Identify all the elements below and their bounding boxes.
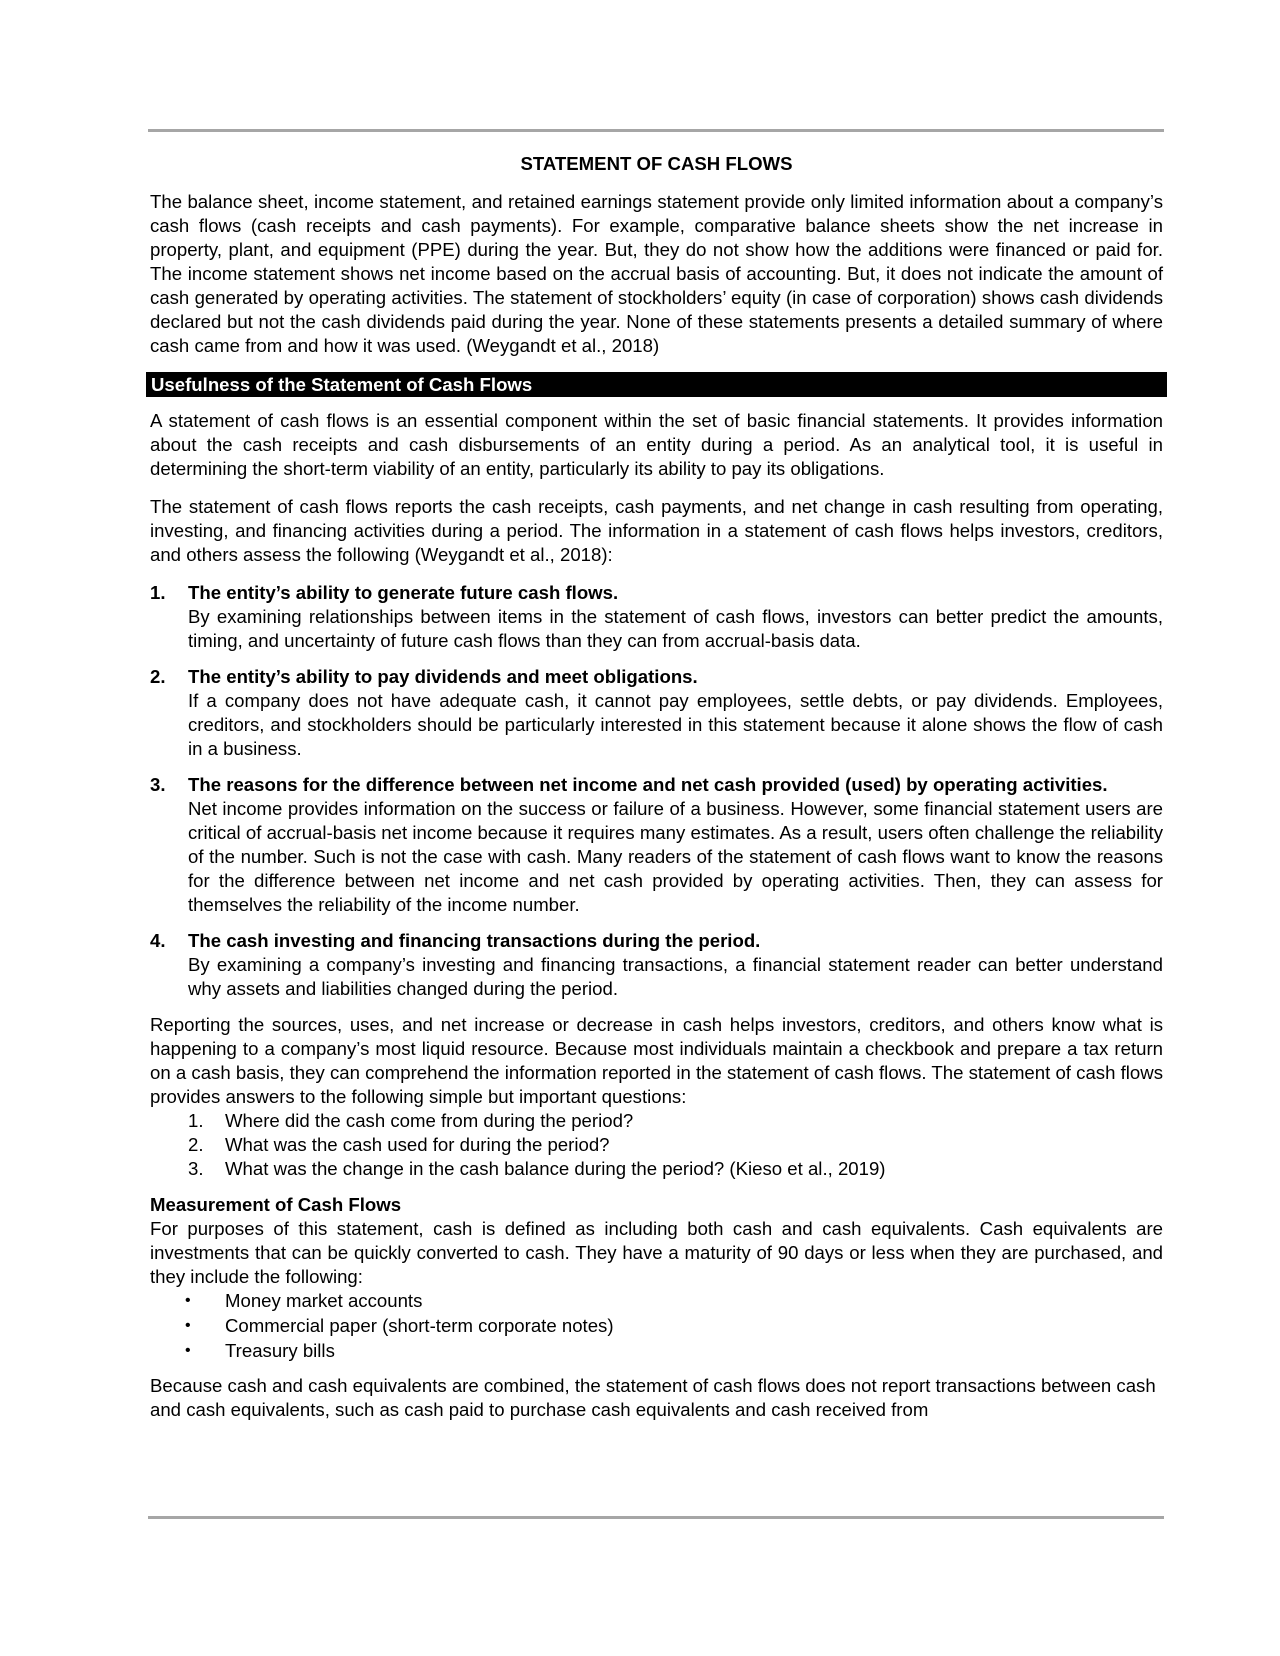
document-body [150, 150, 1163, 1422]
bullet-icon: • [185, 1292, 191, 1309]
section-heading-usefulness: Usefulness of the Statement of Cash Flows [146, 372, 1167, 397]
list-item-number: 1. [150, 582, 166, 603]
list-item-number: 4. [150, 930, 166, 951]
measurement-paragraph-1: For purposes of this statement, cash is defined as including both cash and cash equivalents. Cash equivalents are investments that can be quickly converted to cash. They have a maturity of 90 days or less when they are purchased, and they include the following: [150, 1218, 1163, 1287]
question-text: Where did the cash come from during the period? [225, 1110, 634, 1131]
list-item-heading: The cash investing and financing transactions during the period. [188, 930, 761, 951]
list-item-heading: The reasons for the difference between net income and net cash provided (used) by operating activities. [188, 774, 1108, 795]
usefulness-paragraph-2: The statement of cash flows reports the cash receipts, cash payments, and net change in cash resulting from operating, investing, and financing activities during a period. The information in a statement of cash flows helps investors, creditors, and others assess the following (Weygandt et al., 2018): [150, 496, 1163, 565]
list-item [150, 929, 1163, 1001]
list-item [150, 1133, 1163, 1157]
bullet-icon: • [185, 1317, 191, 1334]
assessment-list [150, 581, 1163, 1001]
cash-equivalents-list [150, 1289, 1163, 1364]
bottom-rule [148, 1516, 1164, 1519]
list-item-body: Net income provides information on the success or failure of a business. However, some financial statement users are critical of accrual-basis net income because it requires many estimates. As a result, users often challenge the reliability of the number. Such is not the case with cash. Many readers of the statement of cash flows want to know the reasons for the difference between net income and net cash provided by operating activities. Then, they can assess for themselves the reliability of the income number. [188, 798, 1163, 915]
list-item [150, 581, 1163, 653]
list-item [150, 773, 1163, 917]
list-item-body: If a company does not have adequate cash, it cannot pay employees, settle debts, or pay dividends. Employees, creditors, and stockholders should be particularly interested in this statement because it alone shows the flow of cash in a business. [188, 690, 1163, 759]
list-item [150, 1339, 1163, 1364]
section-heading-measurement: Measurement of Cash Flows [150, 1194, 402, 1215]
list-item [150, 1289, 1163, 1314]
page-title: STATEMENT OF CASH FLOWS [520, 153, 793, 174]
intro-paragraph: The balance sheet, income statement, and retained earnings statement provide only limited information about a company’s cash flows (cash receipts and cash payments). For example, comparative balance sheets show the net increase in property, plant, and equipment (PPE) during the year. But, they do not show how the additions were financed or paid for. The income statement shows net income based on the accrual basis of accounting. But, it does not indicate the amount of cash generated by operating activities. The statement of stockholders’ equity (in case of corporation) shows cash dividends declared but not the cash dividends paid during the year. None of these statements presents a detailed summary of where cash came from and how it was used. (Weygandt et al., 2018) [150, 191, 1163, 356]
usefulness-paragraph-3: Reporting the sources, uses, and net increase or decrease in cash helps investors, creditors, and others know what is happening to a company’s most liquid resource. Because most individuals maintain a checkbook and prepare a tax return on a cash basis, they can comprehend the information reported in the statement of cash flows. The statement of cash flows provides answers to the following simple but important questions: [150, 1014, 1163, 1107]
list-item-body: By examining relationships between items in the statement of cash flows, investors can better predict the amounts, timing, and uncertainty of future cash flows than they can from accrual-basis data. [188, 606, 1163, 651]
measurement-paragraph-2: Because cash and cash equivalents are combined, the statement of cash flows does not report transactions between cash and cash equivalents, such as cash paid to purchase cash equivalents and cash received from [150, 1375, 1156, 1420]
list-item-heading: The entity’s ability to generate future cash flows. [188, 582, 619, 603]
question-number: 3. [188, 1158, 204, 1179]
list-item [150, 1314, 1163, 1339]
bullet-text: Money market accounts [225, 1290, 423, 1311]
question-number: 2. [188, 1134, 204, 1155]
list-item-number: 3. [150, 774, 166, 795]
bullet-icon: • [185, 1342, 191, 1359]
question-text: What was the change in the cash balance during the period? (Kieso et al., 2019) [225, 1158, 886, 1179]
bullet-text: Treasury bills [225, 1340, 335, 1361]
questions-list [150, 1109, 1163, 1181]
list-item-heading: The entity’s ability to pay dividends and meet obligations. [188, 666, 698, 687]
list-item [150, 1109, 1163, 1133]
question-text: What was the cash used for during the period? [225, 1134, 610, 1155]
usefulness-paragraph-1: A statement of cash flows is an essential component within the set of basic financial statements. It provides information about the cash receipts and cash disbursements of an entity during a period. As an analytical tool, it is useful in determining the short-term viability of an entity, particularly its ability to pay its obligations. [150, 410, 1163, 479]
list-item [150, 1157, 1163, 1181]
list-item [150, 665, 1163, 761]
top-rule [148, 129, 1164, 132]
bullet-text: Commercial paper (short-term corporate notes) [225, 1315, 614, 1336]
question-number: 1. [188, 1110, 204, 1131]
list-item-body: By examining a company’s investing and financing transactions, a financial statement reader can better understand why assets and liabilities changed during the period. [188, 954, 1163, 999]
list-item-number: 2. [150, 666, 166, 687]
